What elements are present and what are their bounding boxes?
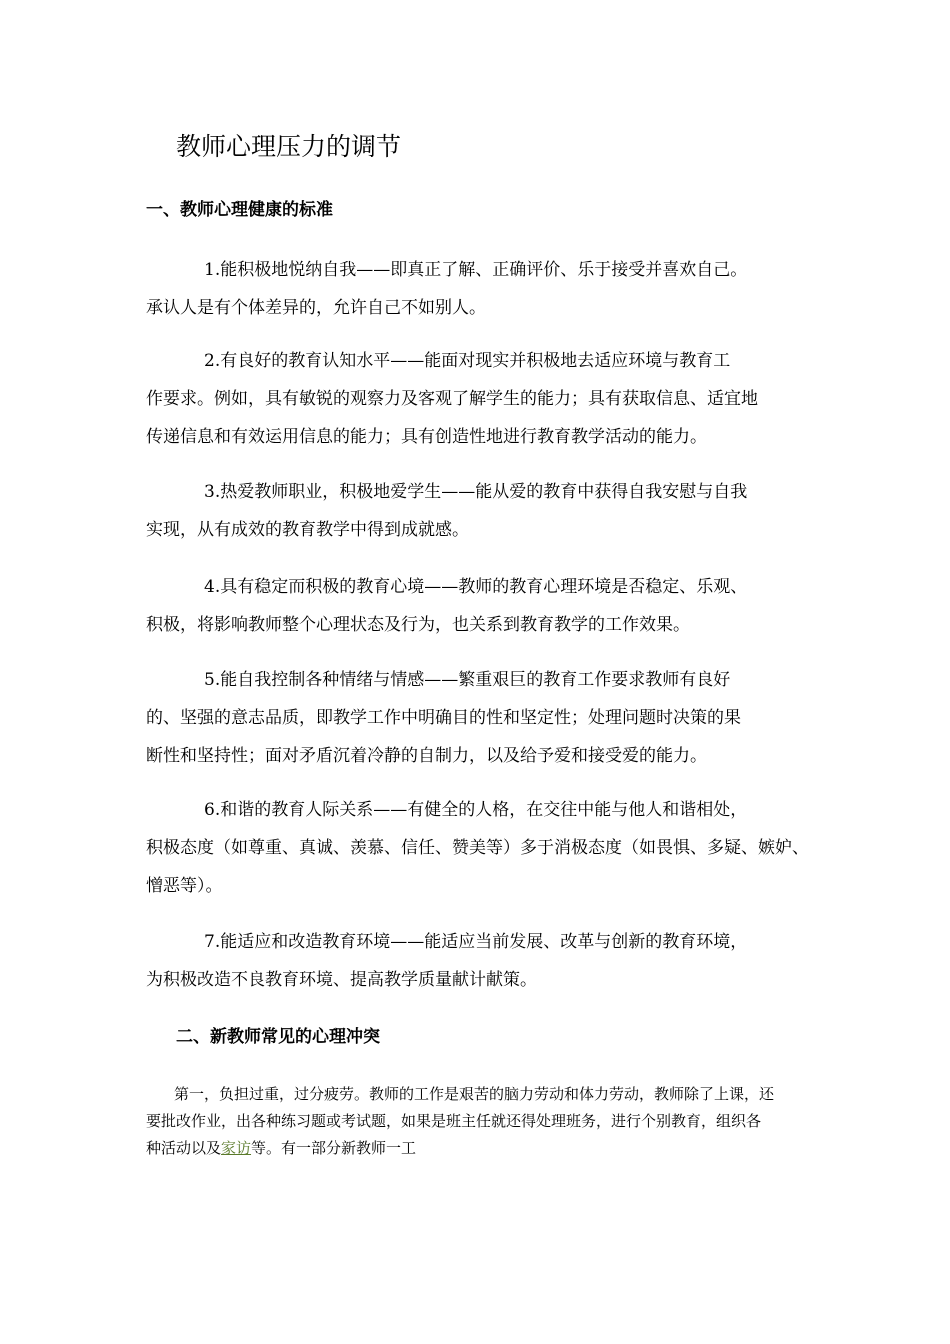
standard-item-3-line-1: 3.热爱教师职业，积极地爱学生——能从爱的教育中获得自我安慰与自我 xyxy=(204,482,748,502)
standard-item-5-line-2: 的、坚强的意志品质，即教学工作中明确目的性和坚定性；处理问题时决策的果 xyxy=(146,708,741,728)
conflict-paragraph-line-2: 要批改作业，出各种练习题或考试题，如果是班主任就还得处理班务，进行个别教育，组织各 xyxy=(146,1112,762,1130)
standard-item-4-line-1: 4.具有稳定而积极的教育心境——教师的教育心理环境是否稳定、乐观、 xyxy=(204,577,748,597)
standard-item-6-line-2: 积极态度（如尊重、真诚、羡慕、信任、赞美等）多于消极态度（如畏惧、多疑、嫉妒、 xyxy=(146,838,809,858)
standard-item-1 xyxy=(146,251,826,327)
conflict-paragraph-line-1: 第一，负担过重，过分疲劳。教师的工作是艰苦的脑力劳动和体力劳动，教师除了上课，还 xyxy=(174,1085,775,1103)
standard-item-1-line-1: 1.能积极地悦纳自我——即真正了解、正确评价、乐于接受并喜欢自己。 xyxy=(204,260,748,280)
standard-item-4 xyxy=(146,568,826,644)
document-title: 教师心理压力的调节 xyxy=(176,132,402,161)
standard-item-2-line-3: 传递信息和有效运用信息的能力；具有创造性地进行教育教学活动的能力。 xyxy=(146,427,707,447)
conflict-paragraph-line-3-before: 种活动以及 xyxy=(146,1139,222,1157)
standard-item-5-line-1: 5.能自我控制各种情绪与情感——繁重艰巨的教育工作要求教师有良好 xyxy=(204,670,731,690)
standard-item-3 xyxy=(146,473,826,549)
conflict-paragraph-line-3 xyxy=(146,1135,826,1162)
standard-item-2-line-2: 作要求。例如，具有敏锐的观察力及客观了解学生的能力；具有获取信息、适宜地 xyxy=(146,389,758,409)
standard-item-7 xyxy=(146,923,826,999)
standard-item-7-line-2: 为积极改造不良教育环境、提高教学质量献计献策。 xyxy=(146,970,537,990)
home-visit-link[interactable]: 家访 xyxy=(221,1139,252,1157)
section-heading-conflicts: 二、新教师常见的心理冲突 xyxy=(176,1027,380,1047)
standard-item-5 xyxy=(146,661,826,775)
standard-item-6 xyxy=(146,791,826,905)
standard-item-5-line-3: 断性和坚持性；面对矛盾沉着冷静的自制力，以及给予爱和接受爱的能力。 xyxy=(146,746,707,766)
conflict-paragraph-1 xyxy=(146,1081,826,1162)
standard-item-2-line-1: 2.有良好的教育认知水平——能面对现实并积极地去适应环境与教育工 xyxy=(204,351,731,371)
conflict-paragraph-line-3-after: 等。有一部分新教师一工 xyxy=(251,1139,417,1157)
standard-item-1-line-2: 承认人是有个体差异的，允许自己不如别人。 xyxy=(146,298,486,318)
standard-item-7-line-1: 7.能适应和改造教育环境——能适应当前发展、改革与创新的教育环境， xyxy=(204,932,748,952)
standard-item-6-line-1: 6.和谐的教育人际关系——有健全的人格，在交往中能与他人和谐相处， xyxy=(204,800,748,820)
standard-item-4-line-2: 积极，将影响教师整个心理状态及行为，也关系到教育教学的工作效果。 xyxy=(146,615,690,635)
standard-item-3-line-2: 实现，从有成效的教育教学中得到成就感。 xyxy=(146,520,469,540)
standard-item-6-line-3: 憎恶等）。 xyxy=(146,876,223,896)
standard-item-2 xyxy=(146,342,826,456)
section-heading-standards: 一、教师心理健康的标准 xyxy=(146,200,333,220)
